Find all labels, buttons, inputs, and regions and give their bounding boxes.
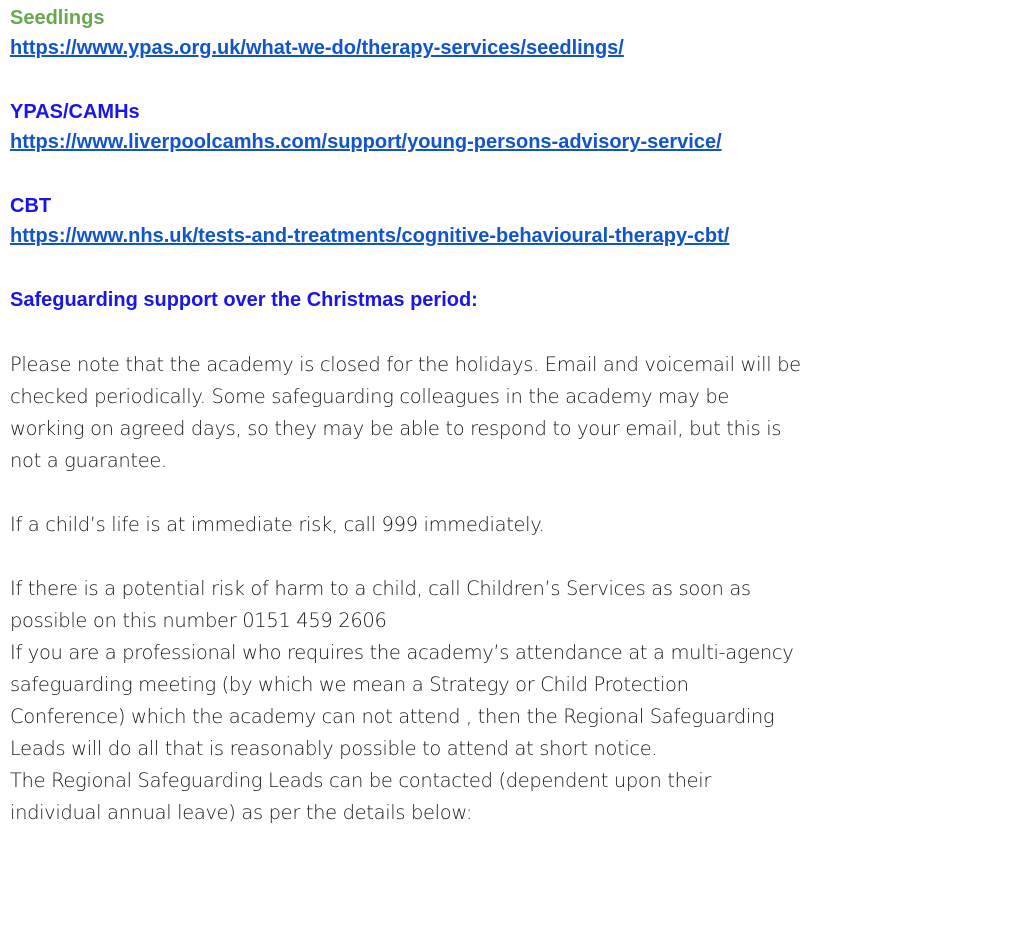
paragraph-line: not a guarantee. [10, 449, 167, 472]
paragraph-line: possible on this number 0151 459 2606 [10, 609, 387, 632]
safeguarding-paragraph-immediate-risk [10, 509, 1015, 541]
resource-ypas-camhs [10, 97, 1015, 157]
paragraph-line: working on agreed days, so they may be able to respond to your email, but this is [10, 417, 782, 440]
paragraph-line: safeguarding meeting (by which we mean a Strategy or Child Protection [10, 673, 689, 696]
safeguarding-heading: Safeguarding support over the Christmas period: [10, 289, 478, 311]
paragraph-line: Please note that the academy is closed for the holidays. Email and voicemail will be [10, 353, 801, 376]
safeguarding-paragraph-contacts [10, 573, 1015, 829]
paragraph-line: If you are a professional who requires the academy’s attendance at a multi-agency [10, 641, 794, 664]
resource-title-seedlings: Seedlings [10, 7, 105, 29]
paragraph-line: If there is a potential risk of harm to a child, call Children’s Services as soon as [10, 577, 751, 600]
resource-link-ypas-camhs[interactable]: https://www.liverpoolcamhs.com/support/young-persons-advisory-service/ [10, 131, 722, 153]
paragraph-line: If a child’s life is at immediate risk, call 999 immediately. [10, 513, 545, 536]
resource-link-seedlings[interactable]: https://www.ypas.org.uk/what-we-do/therapy-services/seedlings/ [10, 37, 624, 59]
safeguarding-paragraph-closure [10, 349, 1015, 477]
resource-seedlings [10, 0, 1015, 63]
resource-title-ypas-camhs: YPAS/CAMHs [10, 101, 140, 123]
document-page [10, 0, 1015, 829]
paragraph-line: individual annual leave) as per the details below: [10, 801, 473, 824]
paragraph-line: Leads will do all that is reasonably possible to attend at short notice. [10, 737, 658, 760]
paragraph-line: checked periodically. Some safeguarding colleagues in the academy may be [10, 385, 729, 408]
resource-cbt [10, 191, 1015, 251]
paragraph-line: The Regional Safeguarding Leads can be contacted (dependent upon their [10, 769, 712, 792]
paragraph-line: Conference) which the academy can not attend , then the Regional Safeguarding [10, 705, 775, 728]
resource-title-cbt: CBT [10, 195, 52, 217]
resource-link-cbt[interactable]: https://www.nhs.uk/tests-and-treatments/cognitive-behavioural-therapy-cbt/ [10, 225, 730, 247]
